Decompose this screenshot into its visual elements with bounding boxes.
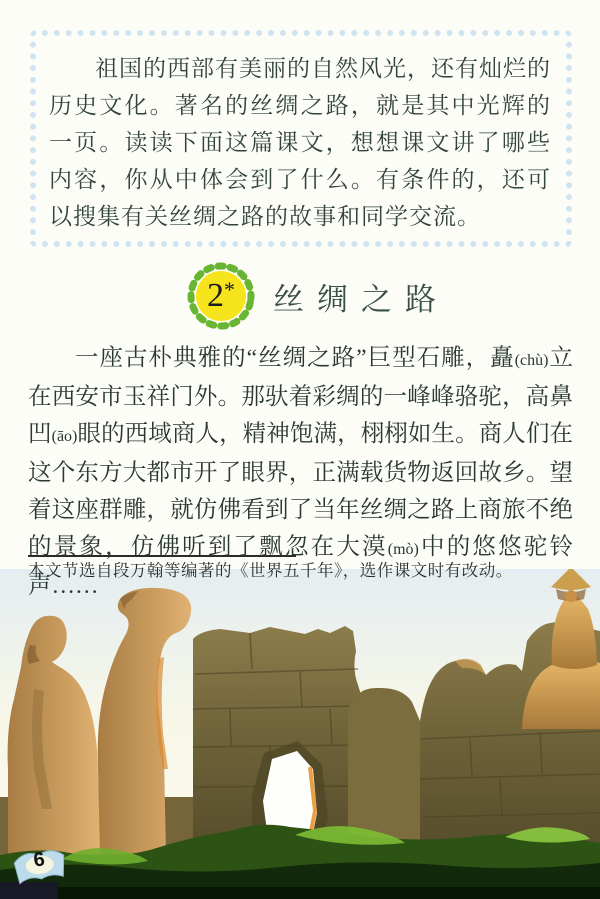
lesson-title: 丝绸之路 bbox=[273, 281, 450, 317]
page-number-badge bbox=[11, 844, 69, 890]
footnote-rule bbox=[28, 555, 296, 557]
footnote-text: 本文节选自段万翰等编著的《世界五千年》，选作课文时有改动。 bbox=[28, 561, 513, 580]
lesson-title-row bbox=[185, 260, 449, 332]
footnote bbox=[28, 555, 573, 582]
lesson-body-paragraph: 一座古朴典雅的“丝绸之路”巨型石雕，矗(chù)立在西安市玉祥门外。那驮着彩绸的一峰峰骆驼，高鼻凹(āo)眼的西域商人，精神饱满，栩栩如生。商人们在这个东方大都市开了眼界，正满载货物返回故乡。望着这座群雕，就仿佛看到了当年丝绸之路上商旅不绝的景象，仿佛听到了飘忽在大漠(mò)中的悠悠驼铃声…… bbox=[28, 345, 574, 599]
intro-text: 祖国的西部有美丽的自然风光，还有灿烂的历史文化。著名的丝绸之路，就是其中光辉的一页。读读下面这篇课文，想想课文讲了哪些内容，你从中体会到了什么。有条件的，还可以搜集有关丝绸之路的故事和同学交流。 bbox=[49, 56, 551, 229]
lesson-photo bbox=[0, 569, 600, 899]
intro-box bbox=[30, 30, 572, 247]
page-number: 6 bbox=[32, 848, 47, 872]
lesson-number-badge bbox=[185, 260, 257, 332]
arch-wall bbox=[193, 626, 363, 854]
lesson-number: 2 * bbox=[207, 277, 235, 314]
